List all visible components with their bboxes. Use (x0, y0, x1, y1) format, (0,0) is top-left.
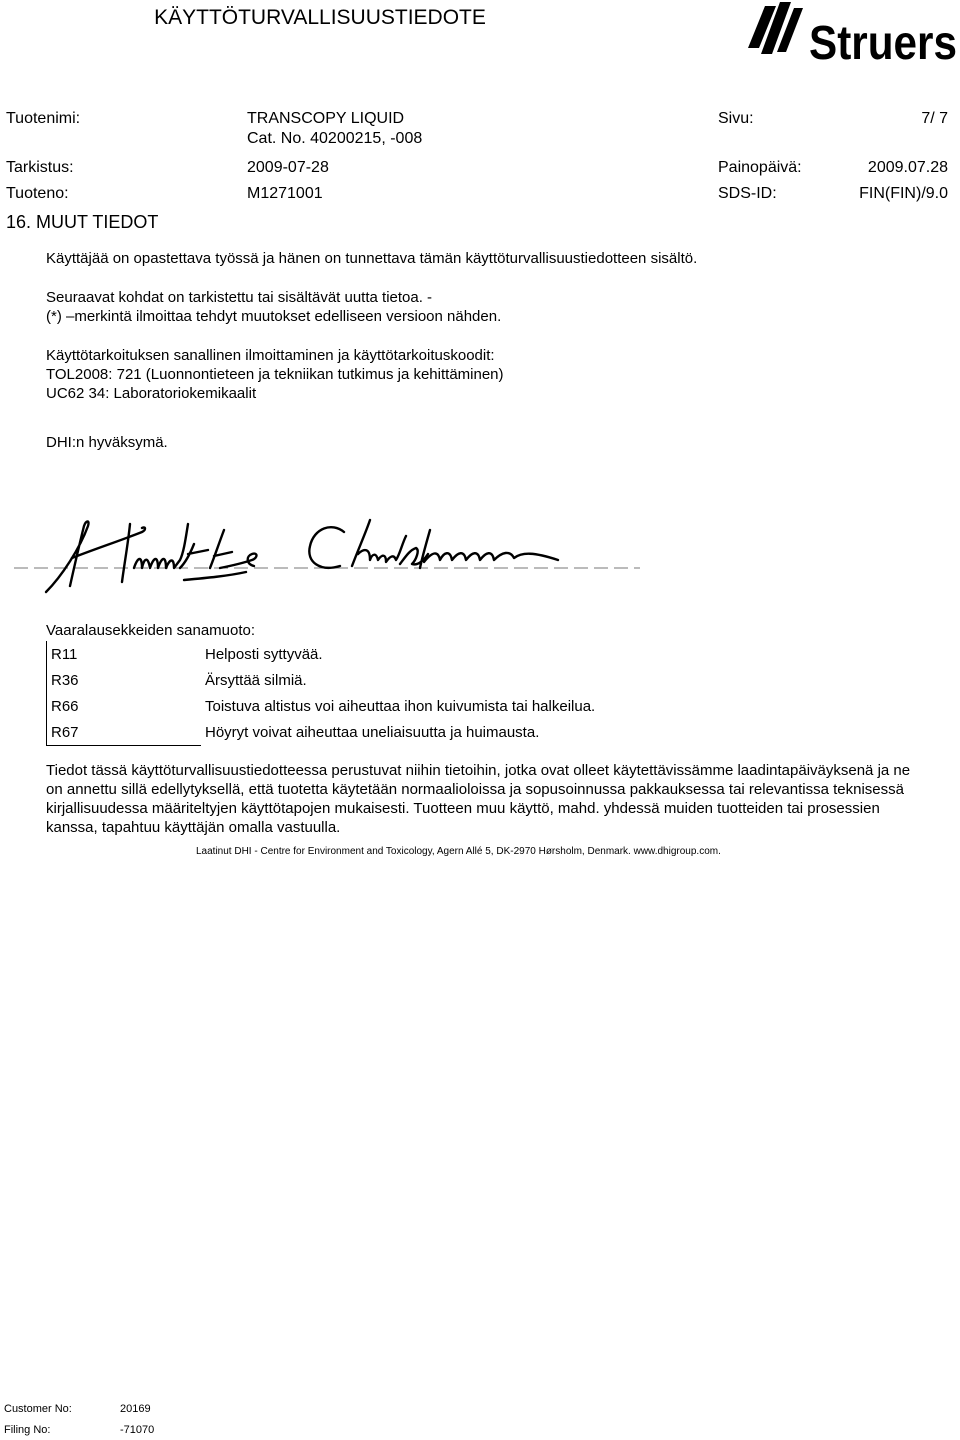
print-date: 2009.07.28 (867, 159, 948, 176)
revision-note-text: Seuraavat kohdat on tarkistettu tai sisältävät uutta tietoa. - (46, 289, 433, 306)
filing-number: -71070 (120, 1424, 155, 1436)
filing-number-label: Filing No: (4, 1424, 51, 1436)
product-name-label: Tuotenimi: (6, 110, 81, 127)
table-row (47, 719, 700, 746)
risk-code: R36 (47, 667, 202, 693)
customer-number-label: Customer No: (4, 1403, 72, 1415)
risk-text: Toistuva altistus voi aiheuttaa ihon kuivumista tai halkeilua. (205, 697, 596, 715)
product-name-value: TRANSCOPY LIQUID (247, 110, 405, 127)
document-title: KÄYTTÖTURVALLISUUSTIEDOTE (154, 6, 486, 29)
lightning-mark-icon (748, 2, 803, 54)
product-number-label: Tuoteno: (6, 185, 69, 202)
product-number: M1271001 (247, 185, 323, 202)
revision-label: Tarkistus: (6, 159, 74, 176)
table-row (47, 667, 700, 693)
customer-number: 20169 (120, 1403, 151, 1415)
table-row (47, 693, 700, 719)
risk-text: Ärsyttää silmiä. (205, 671, 307, 689)
approval-text: DHI:n hyväksymä. (46, 434, 168, 451)
signature (14, 510, 640, 594)
struers-logo (745, 2, 960, 68)
risk-code: R67 (47, 719, 202, 746)
brand-wordmark: Struers (809, 17, 957, 68)
risk-text: Höyryt voivat aiheuttaa uneliaisuutta ja huimausta. (205, 723, 540, 741)
uc-code-text: UC62 34: Laboratoriokemikaalit (46, 385, 257, 402)
risk-code: R11 (47, 641, 202, 667)
risk-text: Helposti syttyvää. (205, 645, 323, 663)
disclaimer-paragraph: Tiedot tässä käyttöturvallisuustiedotteessa perustuvat niihin tietoihin, jotka ovat olleet käytettävissämme laadintapäiväyksenä ja ne on annettu sillä edellytyksellä, että tuotetta käytetään normaalioloissa ja sopusoinnussa pakkauksessa tai relevantissa teknisessä kirjallisuudessa määriteltyjen käyttötapojen mukaisesti. Tuotteen muu käyttö, mahd. yhdessä muiden tuotteiden tai prosessien kanssa, tapahtuu käyttäjän omalla vastuulla. (46, 762, 911, 836)
tol-code-text: TOL2008: 721 (Luonnontieteen ja tekniikan tutkimus ja kehittäminen) (46, 366, 504, 383)
sds-id-label: SDS-ID: (718, 185, 777, 202)
sds-id: FIN(FIN)/9.0 (859, 185, 948, 202)
section-title: 16. MUUT TIEDOT (6, 212, 159, 232)
page-number: 7/ 7 (921, 110, 948, 127)
risk-phrases-heading: Vaaralausekkeiden sanamuoto: (46, 622, 256, 639)
use-description-heading: Käyttötarkoituksen sanallinen ilmoittaminen ja käyttötarkoituskoodit: (46, 347, 495, 364)
user-instruction-text: Käyttäjää on opastettava työssä ja hänen on tunnettava tämän käyttöturvallisuustiedotteen sisältö. (46, 250, 698, 267)
change-marker-note: (*) –merkintä ilmoittaa tehdyt muutokset edelliseen versioon nähden. (46, 308, 502, 325)
print-date-label: Painopäivä: (718, 159, 802, 176)
catalog-number: Cat. No. 40200215, -008 (247, 130, 423, 147)
revision-date: 2009-07-28 (247, 159, 329, 176)
prepared-by-credit: Laatinut DHI - Centre for Environment and Toxicology, Agern Allé 5, DK-2970 Hørsholm, Denmark. www.dhigroup.com. (196, 846, 721, 857)
risk-code: R66 (47, 693, 202, 719)
handwritten-signature (46, 520, 558, 592)
table-row (47, 641, 700, 667)
page-label: Sivu: (718, 110, 754, 127)
risk-phrases-table (46, 641, 700, 746)
